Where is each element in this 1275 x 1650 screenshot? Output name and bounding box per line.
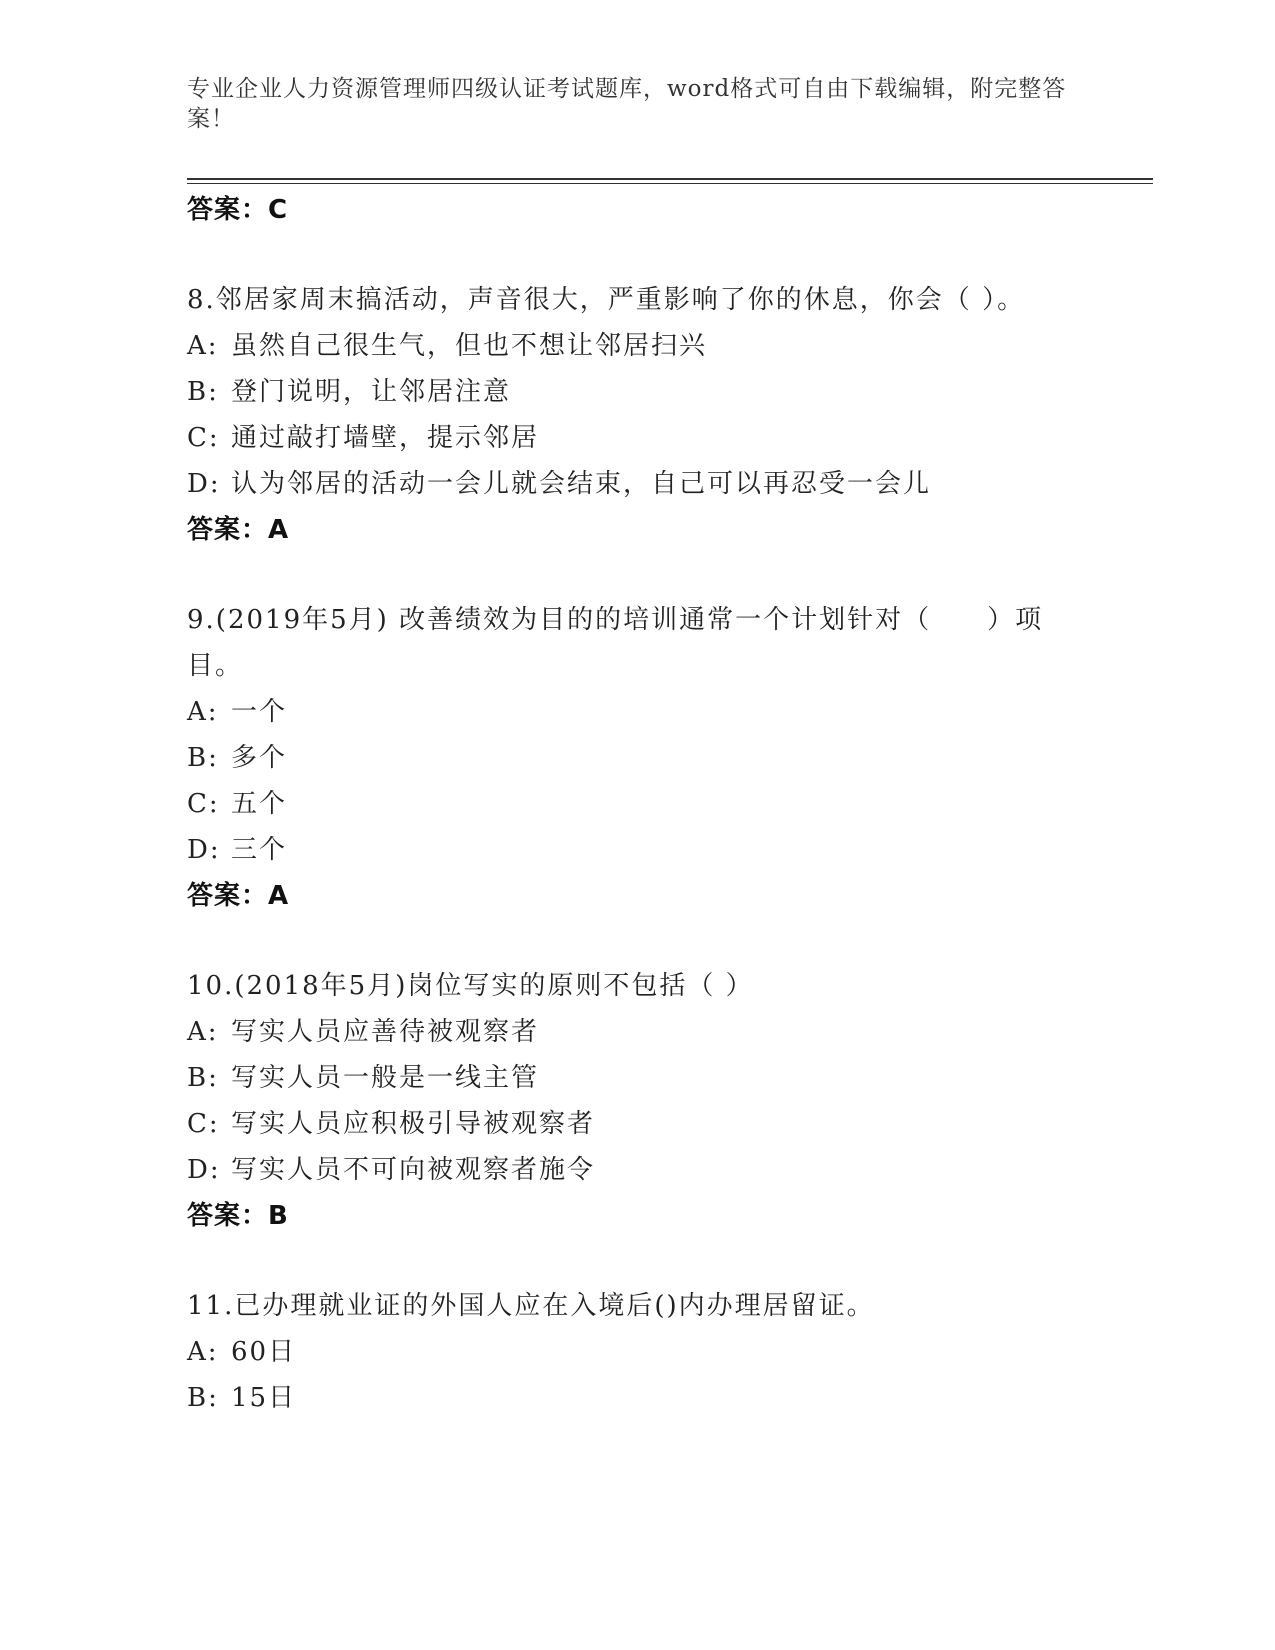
option-text: 一个 xyxy=(231,697,288,727)
option-key: B: xyxy=(187,377,219,407)
option-key: A: xyxy=(187,1017,219,1047)
question-stem: 8.邻居家周末搞活动，声音很大，严重影响了你的休息，你会（ ）。 xyxy=(187,285,1026,315)
option-b xyxy=(187,1055,1067,1101)
header-rule-thick xyxy=(187,178,1153,180)
option-d xyxy=(187,1147,1067,1193)
option-key: C: xyxy=(187,1109,220,1139)
option-text: 写实人员一般是一线主管 xyxy=(231,1063,540,1093)
option-b xyxy=(187,369,1067,415)
document-body xyxy=(187,187,1067,1421)
option-key: D: xyxy=(187,1155,221,1185)
option-text: 写实人员不可向被观察者施令 xyxy=(231,1155,596,1185)
option-a xyxy=(187,1009,1067,1055)
option-text: 15日 xyxy=(231,1383,297,1413)
option-c xyxy=(187,1101,1067,1147)
question-stem: 9.(2019年5月) 改善绩效为目的的培训通常一个计划针对（ ）项目。 xyxy=(187,605,1044,681)
option-text: 虽然自己很生气，但也不想让邻居扫兴 xyxy=(231,331,708,361)
answer-label: 答案：A xyxy=(187,515,290,545)
option-b xyxy=(187,735,1067,781)
question-stem: 10.(2018年5月)岗位写实的原则不包括（ ） xyxy=(187,971,754,1001)
option-key: B: xyxy=(187,743,219,773)
option-text: 登门说明，让邻居注意 xyxy=(231,377,512,407)
option-key: A: xyxy=(187,1337,219,1367)
question-11 xyxy=(187,1283,1067,1421)
option-text: 通过敲打墙壁，提示邻居 xyxy=(231,423,540,453)
option-key: D: xyxy=(187,469,221,499)
question-stem: 11.已办理就业证的外国人应在入境后()内办理居留证。 xyxy=(187,1291,875,1321)
option-a xyxy=(187,689,1067,735)
option-text: 写实人员应善待被观察者 xyxy=(231,1017,540,1047)
option-text: 认为邻居的活动一会儿就会结束，自己可以再忍受一会儿 xyxy=(231,469,932,499)
option-c xyxy=(187,781,1067,827)
question-9 xyxy=(187,597,1067,919)
header-rule-thin xyxy=(187,183,1153,184)
answer-label: 答案：B xyxy=(187,1201,289,1231)
option-key: C: xyxy=(187,789,220,819)
option-key: B: xyxy=(187,1063,219,1093)
option-key: B: xyxy=(187,1383,219,1413)
answer-label: 答案：A xyxy=(187,881,290,911)
answer-label: 答案：C xyxy=(187,195,289,225)
option-a xyxy=(187,1329,1067,1375)
option-key: C: xyxy=(187,423,220,453)
option-c xyxy=(187,415,1067,461)
option-text: 60日 xyxy=(231,1337,297,1367)
option-key: A: xyxy=(187,331,219,361)
option-key: D: xyxy=(187,835,221,865)
document-header: 专业企业人力资源管理师四级认证考试题库，word格式可自由下载编辑，附完整答案！ xyxy=(187,76,1067,132)
option-b xyxy=(187,1375,1067,1421)
option-d xyxy=(187,461,1067,507)
option-text: 五个 xyxy=(231,789,288,819)
option-text: 三个 xyxy=(231,835,288,865)
option-a xyxy=(187,323,1067,369)
option-d xyxy=(187,827,1067,873)
question-8 xyxy=(187,277,1067,553)
option-text: 写实人员应积极引导被观察者 xyxy=(231,1109,596,1139)
question-10 xyxy=(187,963,1067,1239)
option-key: A: xyxy=(187,697,219,727)
option-text: 多个 xyxy=(231,743,288,773)
